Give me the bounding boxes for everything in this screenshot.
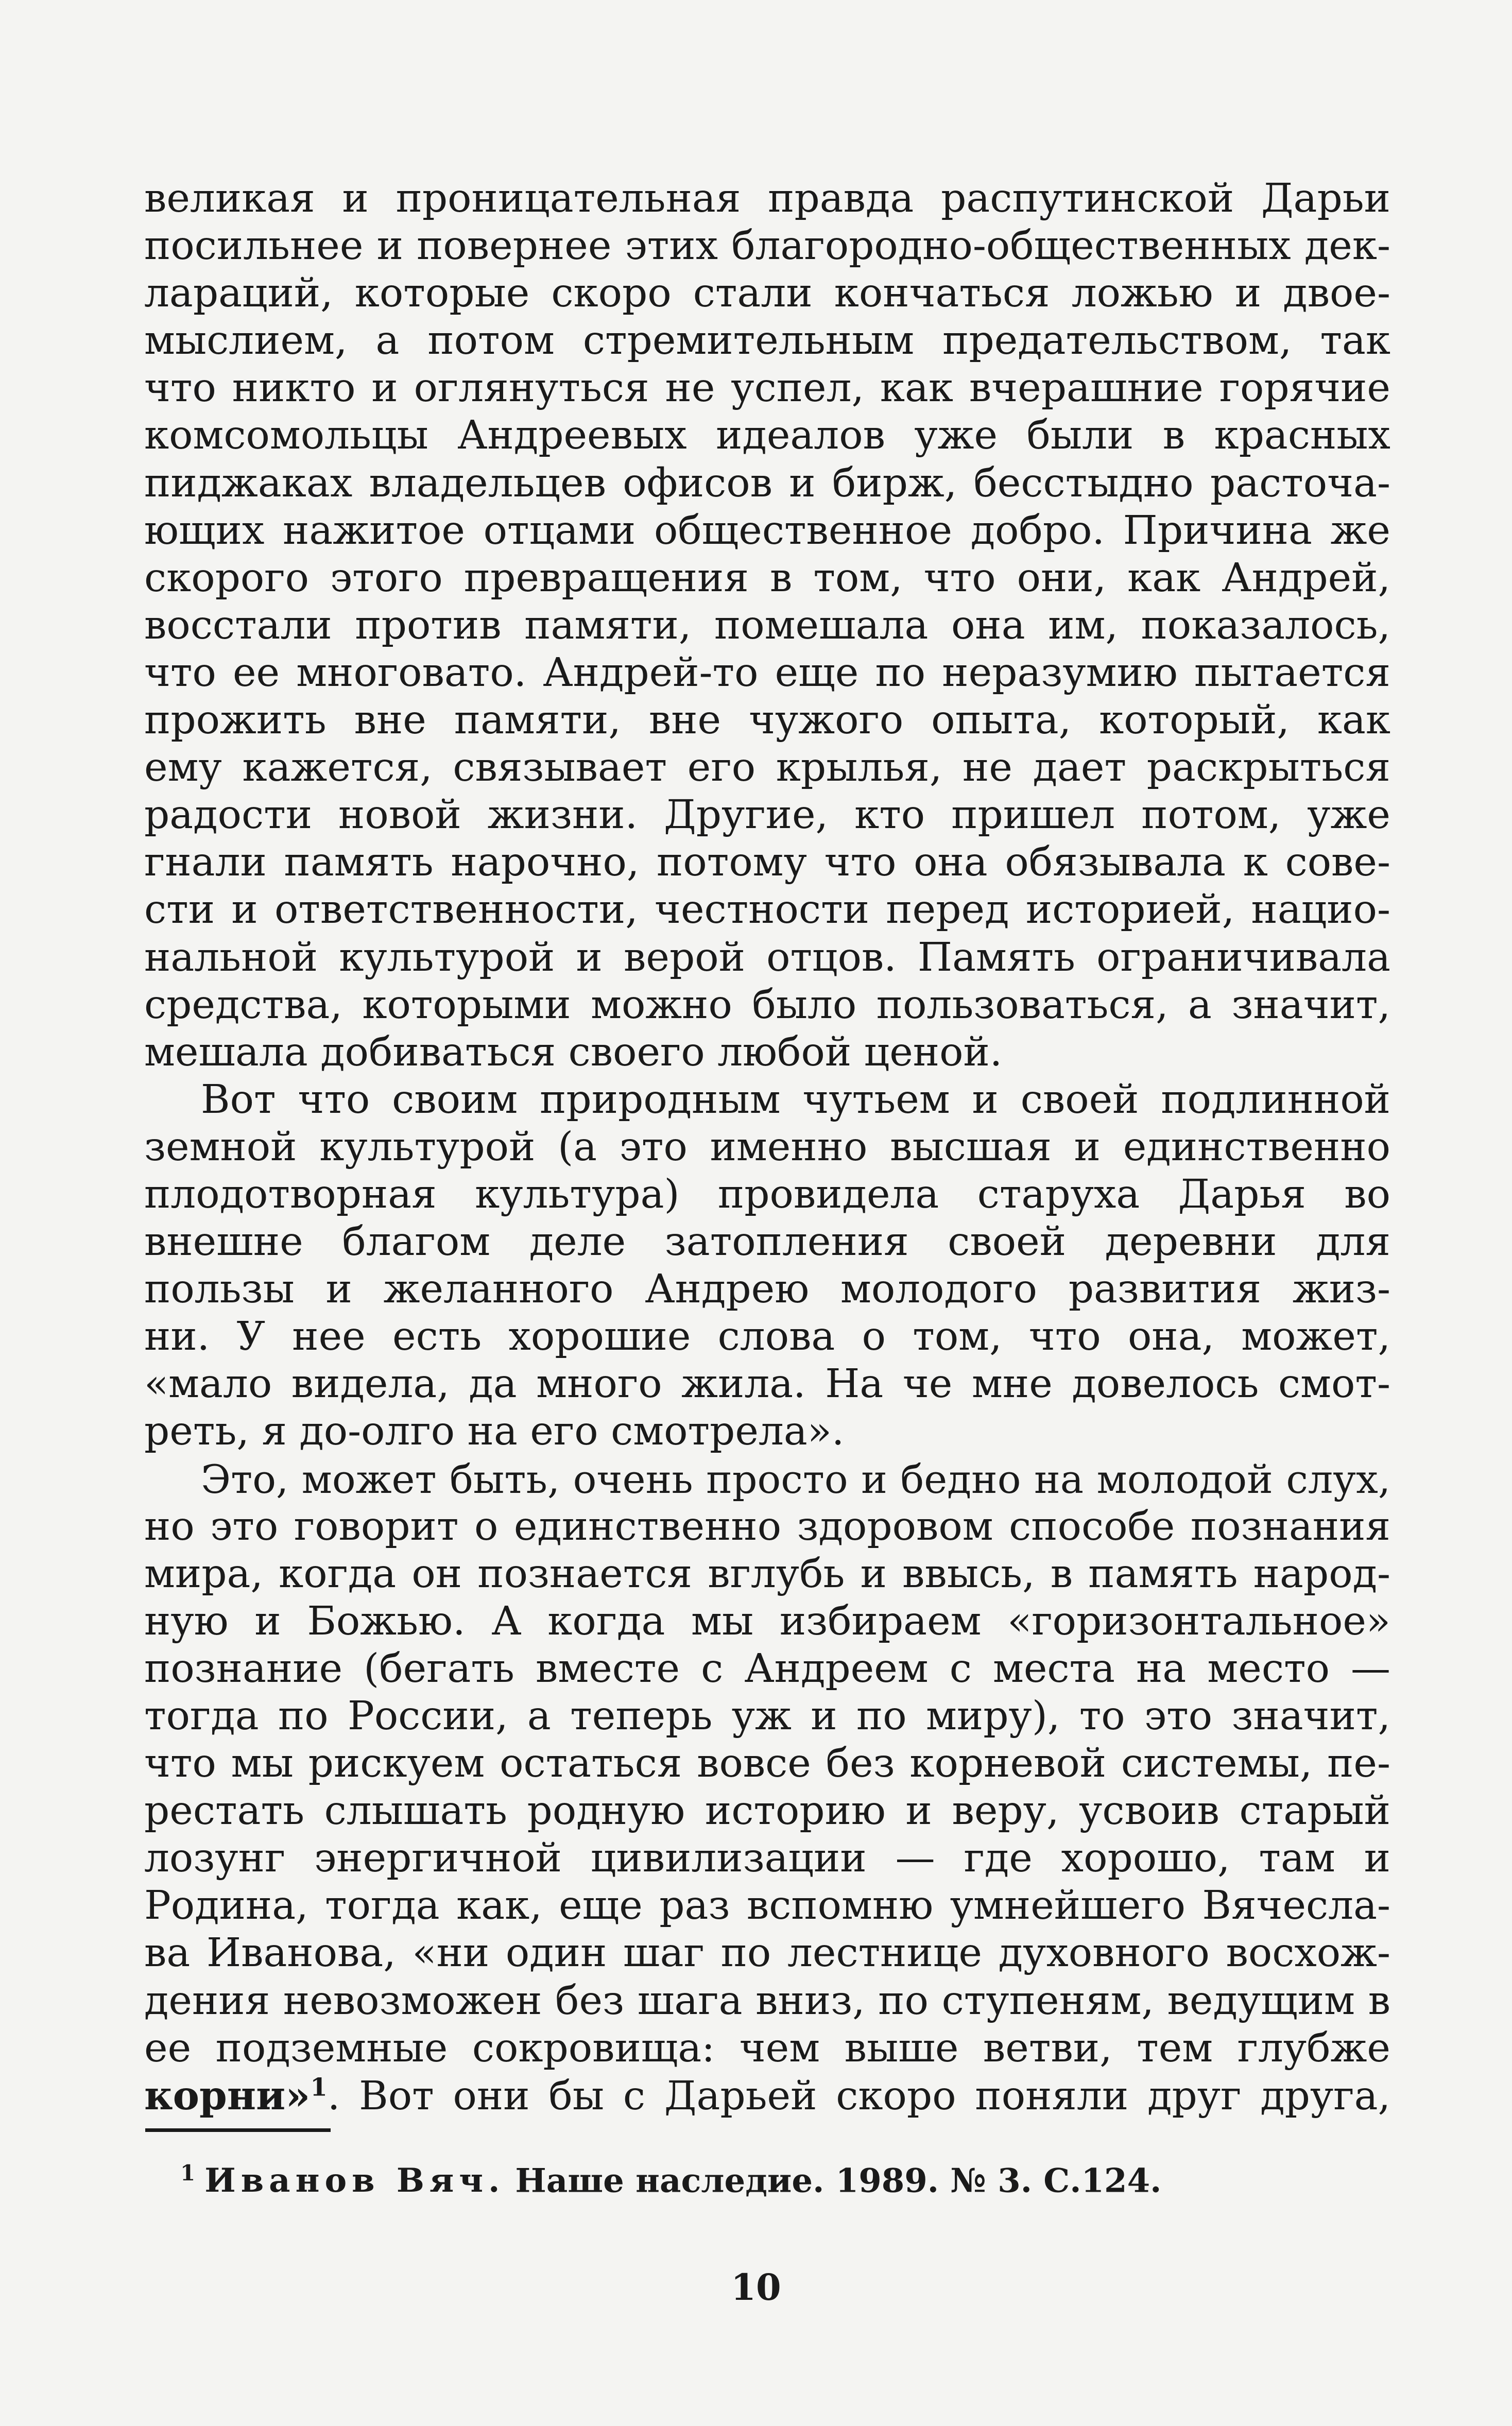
text-line: ную и Божью. А когда мы избираем «горизонтальное» [144,1598,1390,1644]
text-line: плодотворная культура) провидела старуха Дарья во [144,1171,1390,1217]
footnote-reference: 1 [310,2073,328,2102]
text-line: но это говорит о единственно здоровом способе познания [144,1503,1390,1550]
text-line: Родина, тогда как, еще раз вспомню умнейшего Вячесла- [144,1883,1390,1929]
body-text [144,175,1390,2120]
text-line: гнали память нарочно, потому что она обязывала к сове- [144,839,1390,886]
text-line: пользы и желанного Андрею молодого развития жиз- [144,1266,1390,1313]
line-text: . Вот они бы с Дарьей скоро поняли друг друга, [327,2073,1390,2119]
emphasized-word: корни» [144,2072,311,2119]
text-line: реть, я до-олго на его смотрела». [144,1408,845,1455]
text-line: что ее многовато. Андрей-то еще по неразумию пытается [144,649,1390,696]
text-line: мира, когда он познается вглубь и ввысь, в память народ- [144,1551,1390,1597]
text-line: радости новой жизни. Другие, кто пришел потом, уже [144,792,1390,838]
text-line: ва Иванова, «ни один шаг по лестнице духовного восхож- [144,1930,1390,1976]
text-line: ющих нажитое отцами общественное добро. Причина же [144,507,1390,554]
footnote-divider [145,2128,331,2132]
footnote [180,2153,1161,2201]
text-line: «мало видела, да много жила. На че мне довелось смот- [144,1361,1390,1407]
page-number: 10 [731,2266,781,2309]
text-line: рестать слышать родную историю и веру, усвоив старый [144,1788,1390,1834]
text-line: ему кажется, связывает его крылья, не дает раскрыться [144,745,1390,791]
text-line: тогда по России, а теперь уж и по миру), то это значит, [144,1693,1390,1739]
text-line: восстали против памяти, помешала она им, показалось, [144,602,1390,648]
text-line: нальной культурой и верой отцов. Память ограничивала [144,934,1390,980]
text-line: что мы рискуем остаться вовсе без корневой системы, пе- [144,1741,1390,1787]
text-line: скорого этого превращения в том, что они, как Андрей, [144,555,1390,601]
footnote-author: Иванов Вяч. [204,2161,505,2200]
text-line: ее подземные сокровища: чем выше ветви, тем глубже [144,2025,1390,2071]
text-line: Это, может быть, очень просто и бедно на молодой слух, [201,1456,1390,1502]
text-line: внешне благом деле затопления своей деревни для [144,1219,1390,1265]
text-line: великая и проницательная правда распутинской Дарьи [144,176,1390,221]
text-line: земной культурой (а это именно высшая и единственно [144,1124,1390,1170]
text-line: мешала добиваться своего любой ценой. [144,1029,1003,1075]
text-line: лараций, которые скоро стали кончаться ложью и двое- [144,270,1390,317]
text-line: средства, которыми можно было пользоваться, а значит, [144,982,1390,1028]
text-line: лозунг энергичной цивилизации — где хорошо, там и [144,1835,1390,1882]
text-line: комсомольцы Андреевых идеалов уже были в красных [144,412,1390,459]
text-line: познание (бегать вместе с Андреем с места на место — [144,1645,1390,1692]
text-line: пиджаках владельцев офисов и бирж, бесстыдно расточа- [144,460,1390,506]
text-line: ни. У нее есть хорошие слова о том, что она, может, [144,1314,1390,1360]
text-line: прожить вне памяти, вне чужого опыта, который, как [144,697,1390,744]
text-line: Вот что своим природным чутьем и своей подлинной [201,1076,1390,1123]
text-line: мыслием, а потом стремительным предательством, так [144,318,1390,364]
footnote-mark: 1 [180,2160,196,2186]
text-line: дения невозможен без шага вниз, по ступеням, ведущим в [144,1977,1390,2024]
text-line [144,2072,1390,2120]
text-line: что никто и оглянуться не успел, как вчерашние горячие [144,365,1390,411]
text-line: сти и ответственности, честности перед историей, нацио- [144,887,1390,933]
text-line: посильнее и повернее этих благородно-общественных дек- [144,223,1390,269]
footnote-citation: Наше наследие. 1989. № 3. С.124. [515,2161,1162,2200]
